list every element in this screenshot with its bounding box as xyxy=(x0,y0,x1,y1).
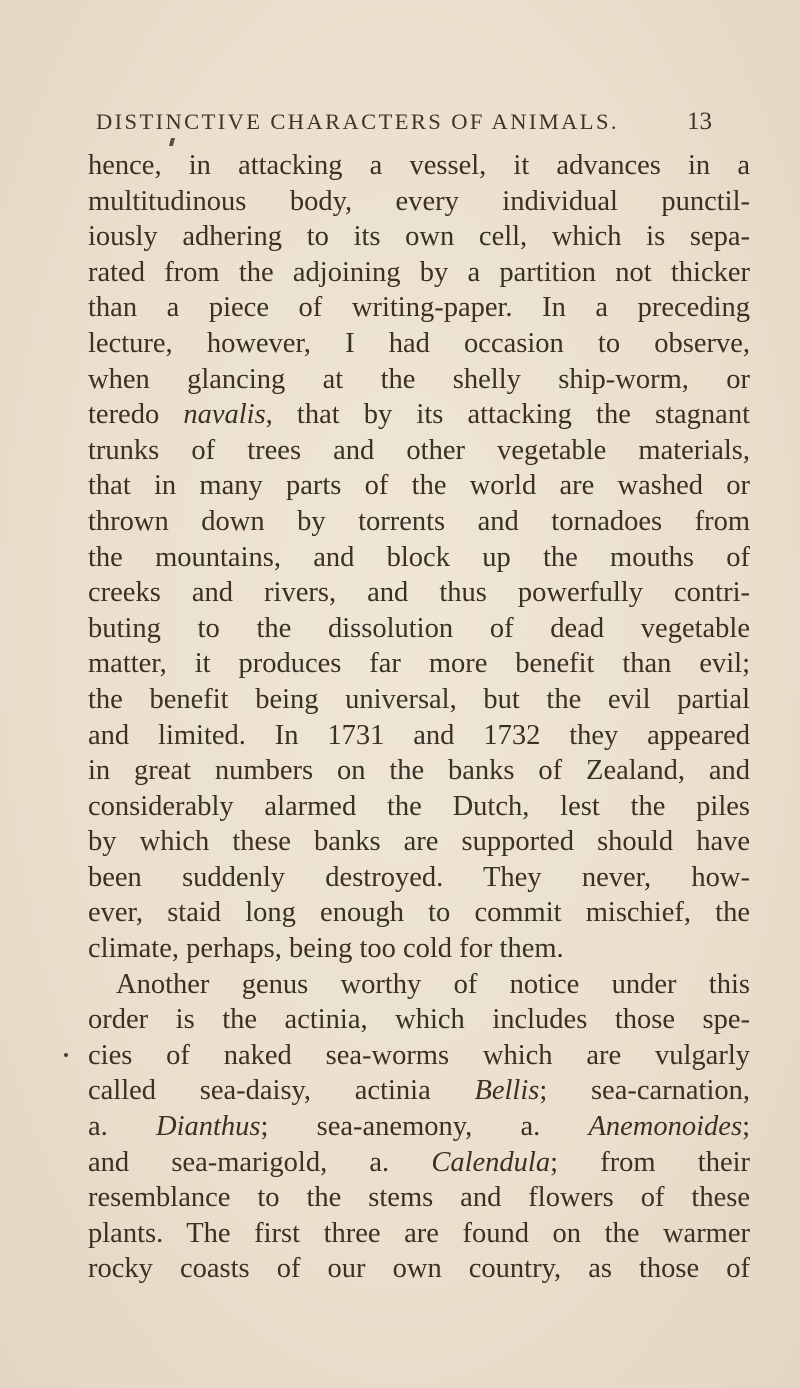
text-run: a. xyxy=(88,1111,156,1143)
text-line xyxy=(88,1109,750,1145)
body-text xyxy=(88,148,750,1287)
text-run: , that by its attacking the stagnant xyxy=(265,399,750,431)
text-line: ever, staid long enough to commit mischief, the xyxy=(88,897,750,929)
text-line: multitudinous body, every individual punctil- xyxy=(88,185,750,217)
text-line: Another genus worthy of notice under this xyxy=(116,968,750,1000)
text-line: resemblance to the stems and flowers of these xyxy=(88,1182,750,1214)
text-run: and sea-marigold, a. xyxy=(88,1146,432,1178)
text-line: matter, it produces far more benefit than evil; xyxy=(88,648,750,680)
text-line xyxy=(88,1073,750,1109)
text-line: plants. The first three are found on the warmer xyxy=(88,1217,750,1249)
page-header xyxy=(96,108,712,136)
text-run: ; from their xyxy=(550,1146,751,1178)
text-line: been suddenly destroyed. They never, how- xyxy=(88,861,750,893)
text-line: rated from the adjoining by a partition not thicker xyxy=(88,256,750,288)
text-line: iously adhering to its own cell, which is sepa- xyxy=(88,221,750,253)
text-line: the mountains, and block up the mouths of xyxy=(88,541,750,573)
text-line: lecture, however, I had occasion to observe, xyxy=(88,327,750,359)
text-line: when glancing at the shelly ship-worm, or xyxy=(88,363,750,395)
italic-term: Bellis xyxy=(474,1075,540,1107)
text-line xyxy=(88,397,750,433)
running-head: DISTINCTIVE CHARACTERS OF ANIMALS. xyxy=(96,109,619,134)
text-run: ; xyxy=(742,1111,750,1143)
text-line: thrown down by torrents and tornadoes from xyxy=(88,505,750,537)
italic-term: navalis xyxy=(183,399,266,431)
italic-term: Calendula xyxy=(431,1146,551,1178)
text-line: climate, perhaps, being too cold for them. xyxy=(88,933,564,965)
text-line: than a piece of writing-paper. In a preceding xyxy=(88,292,750,324)
text-line: by which these banks are supported should have xyxy=(88,826,750,858)
text-line: hence, in attacking a vessel, it advances in a xyxy=(88,150,750,181)
text-run: ; sea-anemony, a. xyxy=(260,1111,589,1143)
text-line: the benefit being universal, but the evil partial xyxy=(88,683,750,715)
text-line: considerably alarmed the Dutch, lest the piles xyxy=(88,790,750,822)
text-line: and limited. In 1731 and 1732 they appeared xyxy=(88,719,750,751)
text-line: in great numbers on the banks of Zealand, and xyxy=(88,755,750,787)
text-line: buting to the dissolution of dead vegetable xyxy=(88,612,750,644)
text-run: called sea-daisy, actinia xyxy=(88,1075,475,1107)
ink-mark xyxy=(169,138,175,146)
text-line: that in many parts of the world are washed or xyxy=(88,470,750,502)
text-run: ; sea-carnation, xyxy=(539,1075,751,1107)
text-line: rocky coasts of our own country, as those of xyxy=(88,1253,750,1285)
text-line: trunks of trees and other vegetable materials, xyxy=(88,434,750,466)
italic-term: Dianthus xyxy=(156,1111,261,1143)
text-run: teredo xyxy=(88,399,184,431)
text-line: order is the actinia, which includes those spe- xyxy=(88,1004,750,1036)
page-number: 13 xyxy=(687,108,712,135)
text-line xyxy=(88,1145,750,1181)
italic-term: Anemonoides xyxy=(588,1111,743,1143)
text-line: creeks and rivers, and thus powerfully contri- xyxy=(88,577,750,609)
text-line: cies of naked sea-worms which are vulgarly xyxy=(88,1039,750,1071)
ink-dot xyxy=(64,1053,68,1057)
